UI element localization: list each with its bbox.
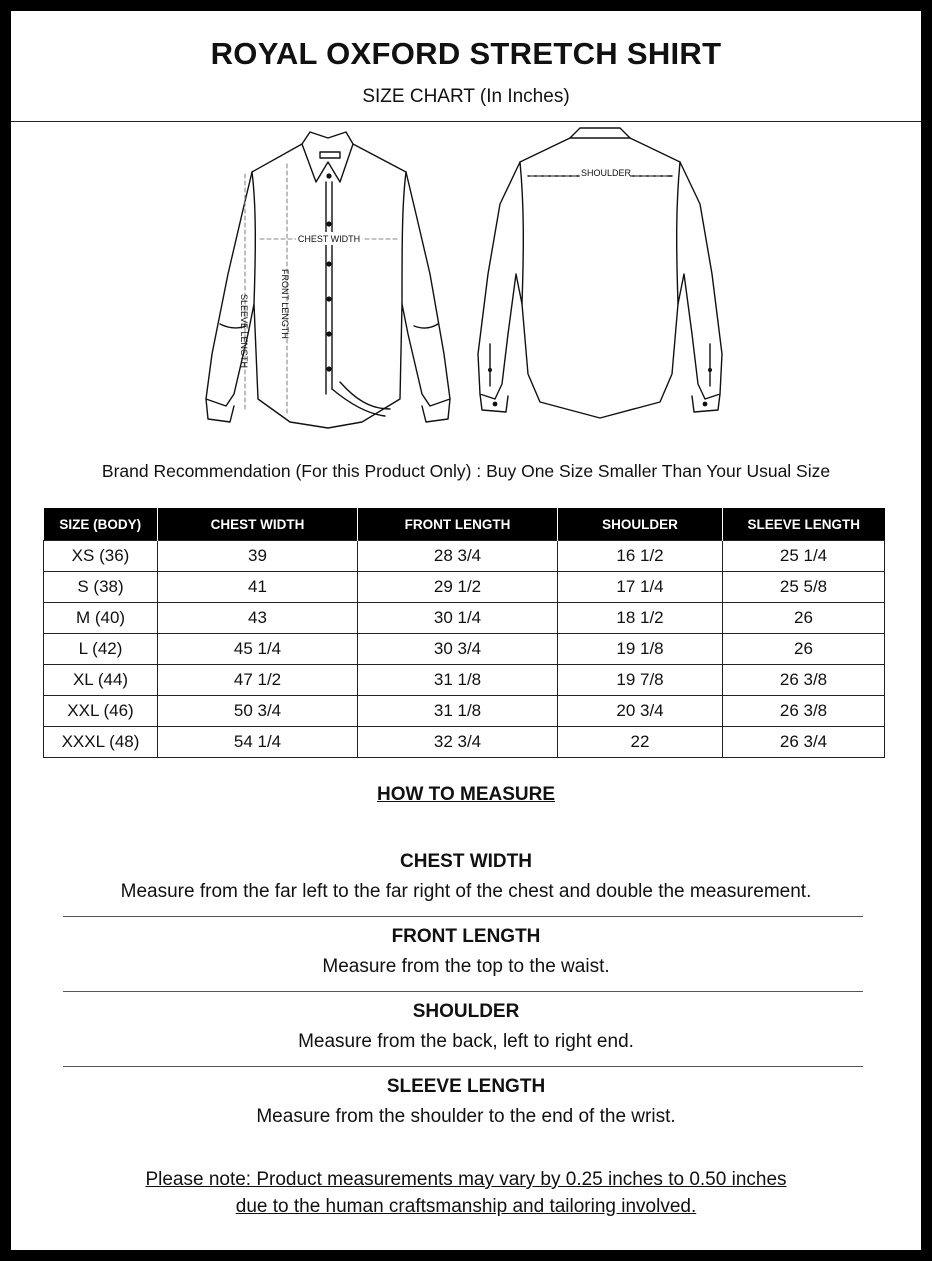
- section-text: Measure from the back, left to right end.: [298, 1031, 634, 1052]
- section-text: Measure from the far left to the far right of the chest and double the measurement.: [120, 881, 812, 902]
- table-cell: L (42): [44, 634, 158, 665]
- section-divider: [63, 1066, 863, 1067]
- section-heading: SHOULDER: [412, 1001, 520, 1022]
- section-front-length: [11, 926, 921, 978]
- brand-recommendation: Brand Recommendation (For this Product Only) : Buy One Size Smaller Than Your Usual Size: [101, 461, 831, 481]
- table-cell: 43: [158, 603, 358, 634]
- table-cell: 25 1/4: [723, 541, 885, 572]
- table-row: [44, 634, 885, 665]
- table-row: [44, 665, 885, 696]
- table-row: [44, 603, 885, 634]
- table-cell: 16 1/2: [558, 541, 723, 572]
- note-line-1: Please note: Product measurements may vary by 0.25 inches to 0.50 inches: [145, 1169, 787, 1190]
- front-length-label: FRONT LENGTH: [280, 269, 290, 339]
- table-cell: 26 3/4: [723, 727, 885, 758]
- table-row: [44, 727, 885, 758]
- page-title: ROYAL OXFORD STRETCH SHIRT: [210, 36, 722, 71]
- how-to-measure-title: HOW TO MEASURE: [376, 784, 556, 805]
- table-cell: XS (36): [44, 541, 158, 572]
- table-cell: 31 1/8: [358, 665, 558, 696]
- section-divider: [63, 991, 863, 992]
- table-cell: 26 3/8: [723, 665, 885, 696]
- table-cell: 28 3/4: [358, 541, 558, 572]
- header-size: SIZE (BODY): [44, 508, 158, 541]
- table-cell: 54 1/4: [158, 727, 358, 758]
- size-table: [43, 508, 885, 758]
- header-chest-width: CHEST WIDTH: [158, 508, 358, 541]
- section-heading: FRONT LENGTH: [391, 926, 541, 947]
- table-cell: 50 3/4: [158, 696, 358, 727]
- shoulder-label: SHOULDER: [580, 168, 632, 178]
- table-cell: 17 1/4: [558, 572, 723, 603]
- section-heading: CHEST WIDTH: [400, 851, 532, 872]
- table-cell: 31 1/8: [358, 696, 558, 727]
- table-cell: XL (44): [44, 665, 158, 696]
- table-cell: XXL (46): [44, 696, 158, 727]
- table-cell: XXXL (48): [44, 727, 158, 758]
- table-cell: 41: [158, 572, 358, 603]
- table-row: [44, 572, 885, 603]
- table-cell: 29 1/2: [358, 572, 558, 603]
- table-cell: 26: [723, 603, 885, 634]
- front-buttons: [326, 173, 331, 371]
- header-front-length: FRONT LENGTH: [358, 508, 558, 541]
- table-cell: 25 5/8: [723, 572, 885, 603]
- table-cell: 19 1/8: [558, 634, 723, 665]
- table-cell: 26 3/8: [723, 696, 885, 727]
- table-cell: 18 1/2: [558, 603, 723, 634]
- section-heading: SLEEVE LENGTH: [386, 1076, 546, 1097]
- table-cell: 32 3/4: [358, 727, 558, 758]
- table-cell: S (38): [44, 572, 158, 603]
- table-cell: M (40): [44, 603, 158, 634]
- sleeve-length-label: SLEEVE LENGTH: [239, 294, 249, 369]
- size-table-header: [44, 508, 885, 541]
- header-sleeve-length: SLEEVE LENGTH: [723, 508, 885, 541]
- note-line-2: due to the human craftsmanship and tailoring involved.: [235, 1196, 697, 1217]
- shirt-illustration: [190, 124, 750, 434]
- table-cell: 45 1/4: [158, 634, 358, 665]
- section-sleeve-length: [11, 1076, 921, 1128]
- header-divider: [11, 121, 921, 122]
- header-shoulder: SHOULDER: [558, 508, 723, 541]
- table-cell: 22: [558, 727, 723, 758]
- table-cell: 19 7/8: [558, 665, 723, 696]
- table-cell: 47 1/2: [158, 665, 358, 696]
- table-cell: 26: [723, 634, 885, 665]
- section-chest-width: [11, 851, 921, 903]
- table-row: [44, 541, 885, 572]
- measurement-note: [11, 1166, 921, 1220]
- table-cell: 30 1/4: [358, 603, 558, 634]
- page-subtitle: SIZE CHART (In Inches): [362, 86, 570, 107]
- section-divider: [63, 916, 863, 917]
- table-cell: 30 3/4: [358, 634, 558, 665]
- section-shoulder: [11, 1001, 921, 1053]
- table-cell: 20 3/4: [558, 696, 723, 727]
- chest-width-label: CHEST WIDTH: [297, 234, 361, 244]
- table-cell: 39: [158, 541, 358, 572]
- section-text: Measure from the top to the waist.: [322, 956, 610, 977]
- table-row: [44, 696, 885, 727]
- section-text: Measure from the shoulder to the end of the wrist.: [256, 1106, 676, 1127]
